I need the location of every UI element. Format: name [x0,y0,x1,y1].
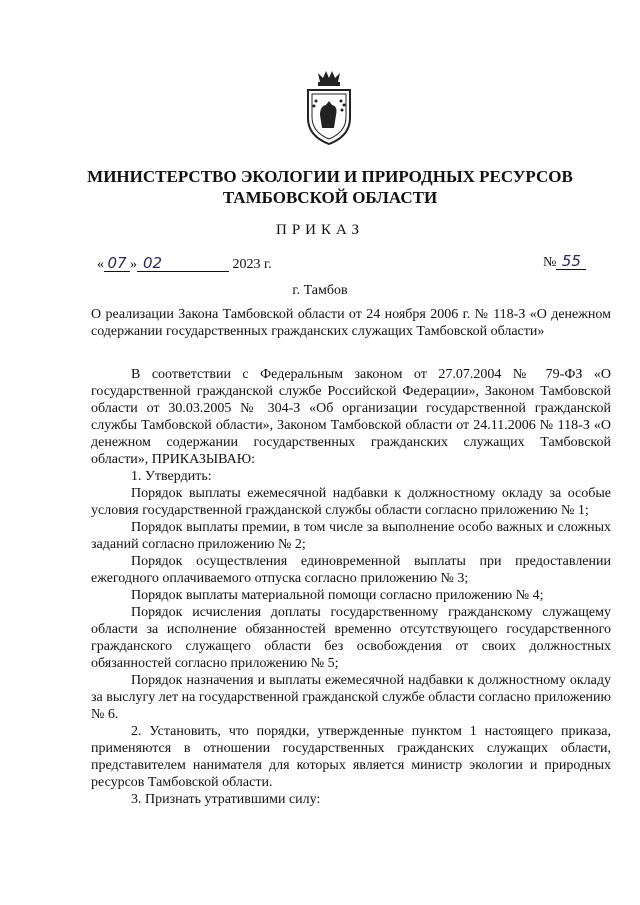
item-1-paragraph-2: Порядок выплаты премии, в том числе за выполнение особо важных и сложных заданий согласно приложению № 2; [91,520,611,552]
item-1-heading: 1. Утвердить: [131,469,212,484]
intro-paragraph: В соответствии с Федеральным законом от 27.07.2004 № 79-ФЗ «О государственной гражданской службе Российской Федерации», Законом Тамбовской области от 30.03.2005 № 304-З «Об организации государственной гражданской службы Тамбовской области», Законом Тамбовской области от 24.11.2006 № 118-З «О денежном содержании государственных гражданских служащих Тамбовской области», ПРИКАЗЫВАЮ: [91,367,611,467]
document-date [97,256,272,273]
date-day: 07 [104,256,130,272]
document-body [91,366,611,808]
coat-of-arms-icon [300,70,358,146]
date-year: 2023 г. [232,257,272,272]
item-1-paragraph-4: Порядок выплаты материальной помощи согласно приложению № 4; [131,588,544,603]
date-month: 02 [137,256,229,272]
item-1-paragraph-5: Порядок исчисления доплаты государственному гражданскому служащему области за исполнение обязанностей временно отсутствующего государственного гражданского служащего области без освобождения от своих должностных обязанностей согласно приложению № 5; [91,605,611,671]
date-quote-close: » [130,257,137,272]
item-2-paragraph: 2. Установить, что порядки, утвержденные пунктом 1 настоящего приказа, применяются в отношении государственных гражданских служащих области, представителем нанимателя для которых является министр экологии и природных ресурсов Тамбовской области. [91,724,611,790]
document-subject: О реализации Закона Тамбовской области от 24 ноября 2006 г. № 118-З «О денежном содержании государственных гражданских служащих Тамбовской области» [91,307,611,339]
document-type: ПРИКАЗ [276,222,364,238]
item-3-paragraph: 3. Признать утратившими силу: [131,792,321,807]
document-number [543,254,586,271]
item-1-paragraph-3: Порядок осуществления единовременной выплаты при предоставлении ежегодного оплачиваемого отпуска согласно приложению № 3; [91,554,611,586]
ministry-title-line1: МИНИСТЕРСТВО ЭКОЛОГИИ И ПРИРОДНЫХ РЕСУРСОВ [87,167,573,186]
ministry-title-line2: ТАМБОВСКОЙ ОБЛАСТИ [222,188,438,207]
item-1-paragraph-6: Порядок назначения и выплаты ежемесячной надбавки к должностному окладу за выслугу лет на государственной гражданской службе области согласно приложению № 6. [91,673,611,722]
document-city: г. Тамбов [292,283,348,298]
item-1-paragraph-1: Порядок выплаты ежемесячной надбавки к должностному окладу за особые условия государственной гражданской службы области согласно приложению № 1; [91,486,611,518]
number-prefix: № [543,255,557,270]
number-value: 55 [556,254,586,270]
date-quote-open: « [97,257,104,272]
